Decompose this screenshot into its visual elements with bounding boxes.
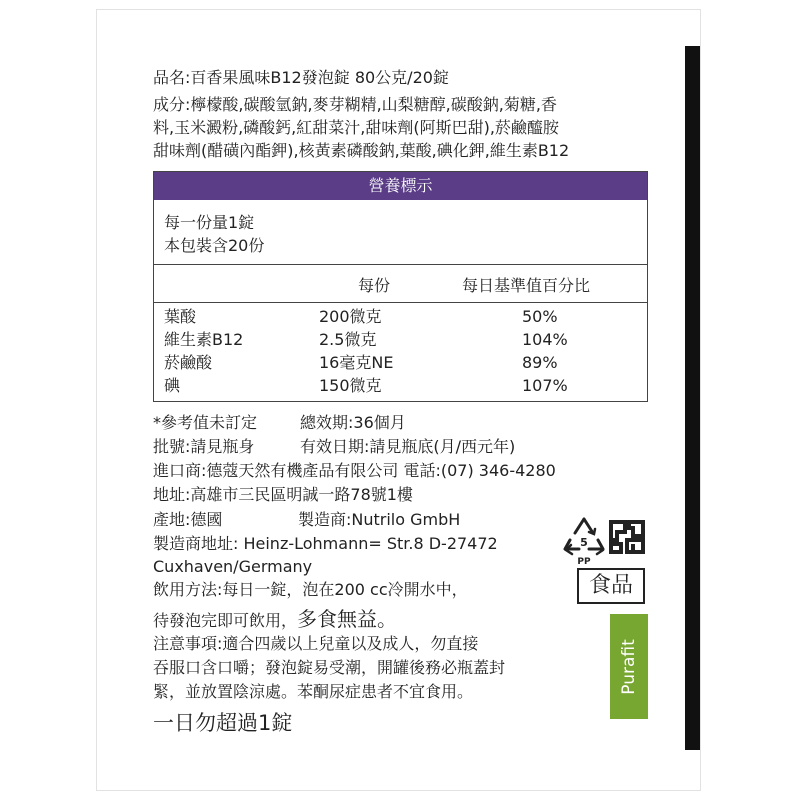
recycle-number: 5 [580, 536, 588, 549]
usage-instructions: 飲用方法:每日一錠，泡在200 cc冷開水中， [153, 580, 468, 599]
manufacturer-address: 製造商地址: Heinz-Lohmann= Str.8 D-27472 [153, 534, 498, 553]
caution-line-1: 注意事項:適合四歲以上兒童以及成人，勿直接 [153, 634, 479, 653]
brand-tab [610, 614, 648, 719]
nutrient-dv: 50% [522, 307, 558, 326]
nutrient-dv: 89% [522, 353, 558, 372]
nutrient-name: 菸鹼酸 [164, 353, 213, 372]
table-divider [154, 264, 647, 265]
food-mark: 食品 [577, 568, 645, 604]
col-daily-value: 每日基準值百分比 [462, 276, 591, 295]
nutrient-name: 維生素B12 [164, 330, 244, 349]
manufacturer-city: Cuxhaven/Germany [153, 557, 313, 576]
servings-per-pack: 本包裝含20份 [164, 236, 265, 255]
ingredients-line-1: 成分:檸檬酸,碳酸氫鈉,麥芽糊精,山梨糖醇,碳酸鈉,菊糖,香 [153, 95, 557, 114]
nutrient-amount: 150微克 [319, 376, 382, 395]
nutrient-amount: 2.5微克 [319, 330, 377, 349]
batch-number: 批號:請見瓶身 [153, 437, 255, 456]
nutrient-amount: 200微克 [319, 307, 382, 326]
product-name: 品名:百香果風味B12發泡錠 80公克/20錠 [153, 68, 449, 87]
col-per-serving: 每份 [358, 276, 391, 295]
table-divider [154, 302, 647, 303]
warning-no-overuse: 多食無益。 [297, 607, 398, 631]
caution-line-3: 緊，並放置陰涼處。苯酮尿症患者不宜食用。 [153, 682, 474, 701]
recycle-code: PP [577, 557, 591, 566]
brand-name: Purafit [619, 638, 639, 695]
ingredients-line-3: 甜味劑(醋磺內酯鉀),核黃素磷酸鈉,葉酸,碘化鉀,維生素B12 [153, 141, 570, 160]
address: 地址:高雄市三民區明誠一路78號1樓 [153, 485, 413, 504]
usage-text: 待發泡完即可飲用， [153, 611, 298, 630]
expiry-date: 有效日期:請見瓶底(月/西元年) [300, 437, 516, 456]
label-edge-bar [685, 46, 700, 750]
recycle-pp-icon [562, 516, 606, 566]
manufacturer: 製造商:Nutrilo GmbH [298, 510, 461, 529]
daily-limit: 一日勿超過1錠 [153, 711, 293, 735]
origin: 產地:德國 [153, 510, 223, 529]
usage-instructions-2 [153, 609, 397, 631]
nutrient-name: 葉酸 [164, 307, 197, 326]
nutrient-dv: 107% [522, 376, 568, 395]
taiwan-recycle-icon [607, 518, 647, 556]
caution-line-2: 吞服口含口嚼；發泡錠易受潮，開罐後務必瓶蓋封 [153, 658, 506, 677]
importer: 進口商:德蔻天然有機產品有限公司 電話:(07) 346-4280 [153, 461, 556, 480]
nutrition-title: 營養標示 [154, 172, 647, 200]
nutrient-dv: 104% [522, 330, 568, 349]
nutrient-name: 碘 [164, 376, 181, 395]
shelf-life: 總效期:36個月 [300, 413, 406, 432]
nutrition-table [153, 171, 648, 402]
nutrient-amount: 16毫克NE [319, 353, 394, 372]
serving-size: 每一份量1錠 [164, 213, 255, 232]
reference-note: *參考值未訂定 [153, 413, 258, 432]
ingredients-line-2: 料,玉米澱粉,磷酸鈣,紅甜菜汁,甜味劑(阿斯巴甜),菸鹼醯胺 [153, 118, 559, 137]
